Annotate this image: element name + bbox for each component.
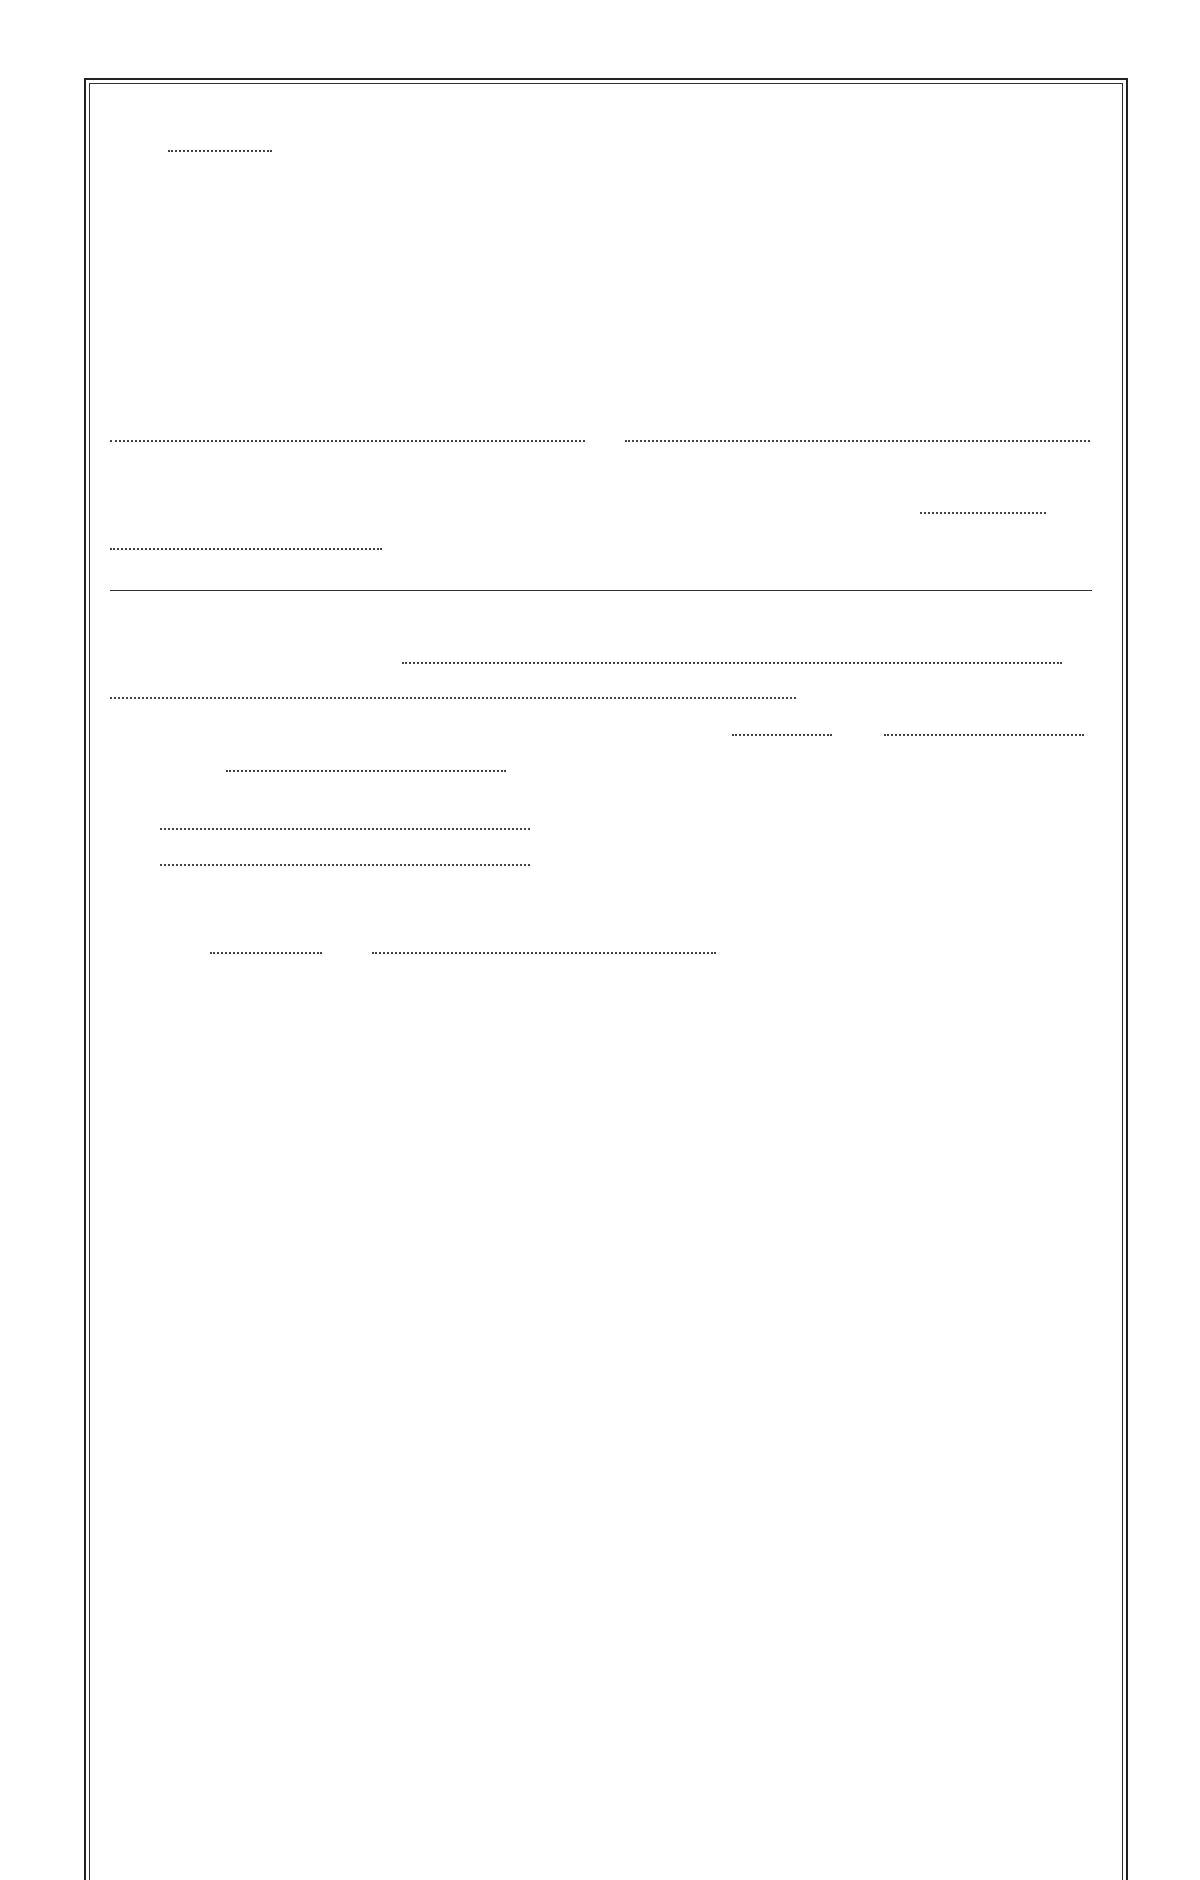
document-frame xyxy=(84,78,1128,1880)
